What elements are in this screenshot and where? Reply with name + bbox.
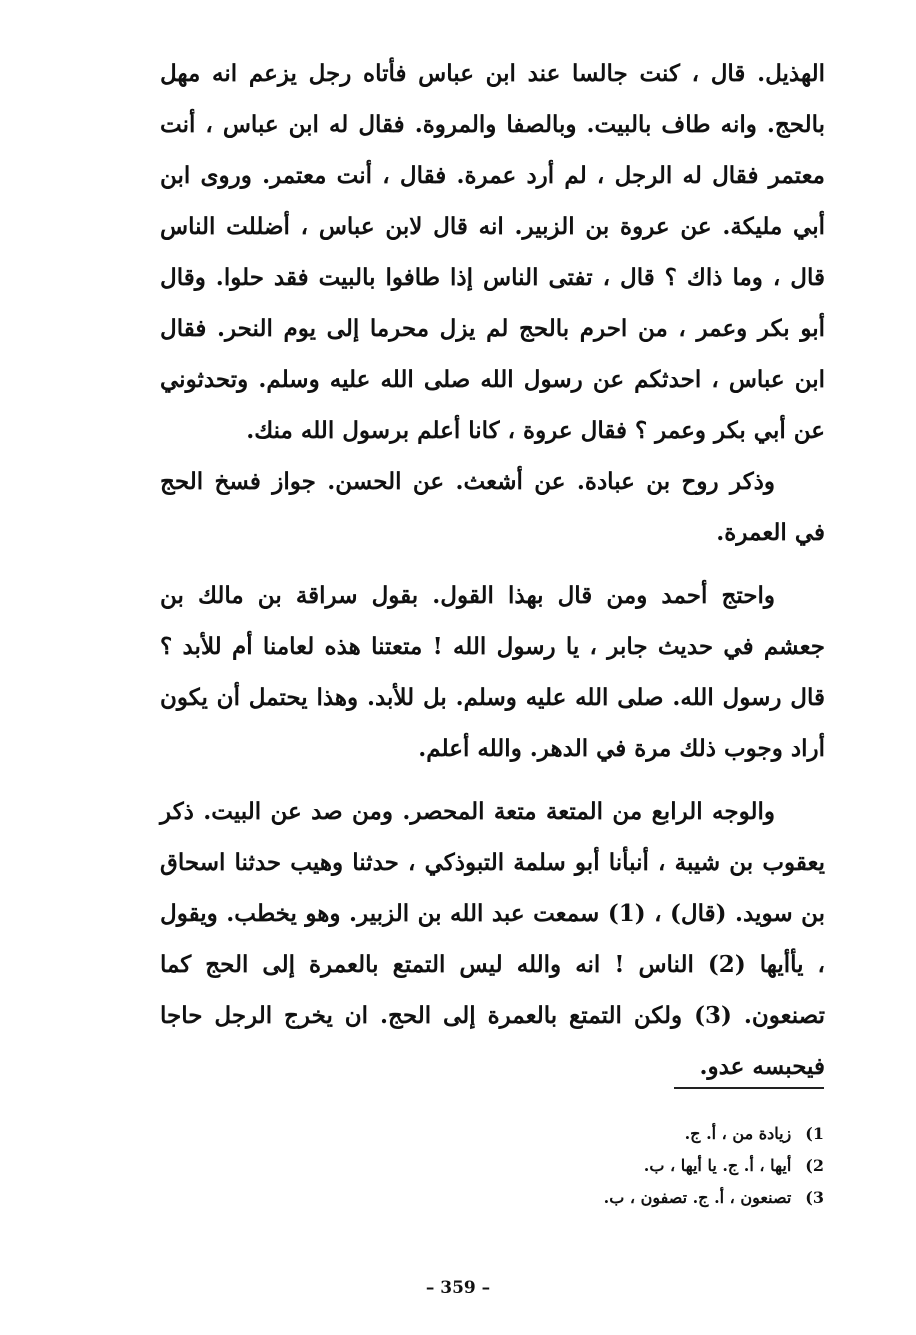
footnote-number: 2) bbox=[805, 1156, 824, 1175]
footnote-text: زيادة من ، أ. ج. bbox=[684, 1124, 792, 1143]
paragraph-1: الهذيل. قال ، كنت جالسا عند ابن عباس فأتاه رجل يزعم انه مهل بالحج. وانه طاف بالبيت. وبالصفا والمروة. فقال له ابن عباس ، أنت معتمر فقال له الرجل ، لم أرد عمرة. فقال ، أنت معتمر. وروى ابن أبي مليكة. عن عروة بن الزبير. انه قال لابن عباس ، أضللت الناس قال ، وما ذاك ؟ قال ، تفتى الناس إذا طافوا بالبيت فقد حلوا. وقال أبو بكر وعمر ، من احرم بالحج لم يزل محرما إلى يوم النحر. فقال ابن عباس ، احدثكم عن رسول الله صلى الله عليه وسلم. وتحدثوني عن أبي بكر وعمر ؟ فقال عروة ، كانا أعلم برسول الله منك. bbox=[160, 60, 825, 444]
paragraph-spacer bbox=[160, 774, 825, 786]
paragraph-2: وذكر روح بن عبادة. عن أشعث. عن الحسن. جواز فسخ الحج في العمرة. bbox=[160, 468, 825, 546]
footnotes bbox=[504, 1118, 824, 1214]
footnote-item bbox=[504, 1150, 824, 1182]
page-number: – 359 – bbox=[425, 1278, 491, 1298]
footnote-divider bbox=[674, 1087, 824, 1089]
paragraph-spacer bbox=[160, 558, 825, 570]
footnote-item bbox=[504, 1118, 824, 1150]
footnote-number: 1) bbox=[805, 1124, 824, 1143]
footnote-number: 3) bbox=[805, 1188, 824, 1207]
main-text bbox=[160, 48, 825, 1092]
paragraph-3: واحتج أحمد ومن قال بهذا القول. بقول سراقة بن مالك بن جعشم في حديث جابر ، يا رسول الله ! متعتنا هذه لعامنا أم للأبد ؟ قال رسول الله. صلى الله عليه وسلم. بل للأبد. وهذا يحتمل أن يكون أراد وجوب ذلك مرة في الدهر. والله أعلم. bbox=[160, 582, 825, 762]
footnote-text: أيها ، أ. ج. يا أيها ، ب. bbox=[643, 1156, 792, 1175]
footnote-item bbox=[504, 1182, 824, 1214]
footnote-text: تصنعون ، أ. ج. تصفون ، ب. bbox=[603, 1188, 792, 1207]
paragraph-4: والوجه الرابع من المتعة متعة المحصر. ومن صد عن البيت. ذكر يعقوب بن شيبة ، أنبأنا أبو سلمة التبوذكي ، حدثنا وهيب حدثنا اسحاق بن سويد. (قال) ، (1) سمعت عبد الله بن الزبير. وهو يخطب. ويقول ، يأأيها (2) الناس ! انه والله ليس التمتع بالعمرة إلى الحج كما تصنعون. (3) ولكن التمتع بالعمرة إلى الحج. ان يخرج الرجل حاجا فيحبسه عدو. bbox=[160, 798, 825, 1080]
